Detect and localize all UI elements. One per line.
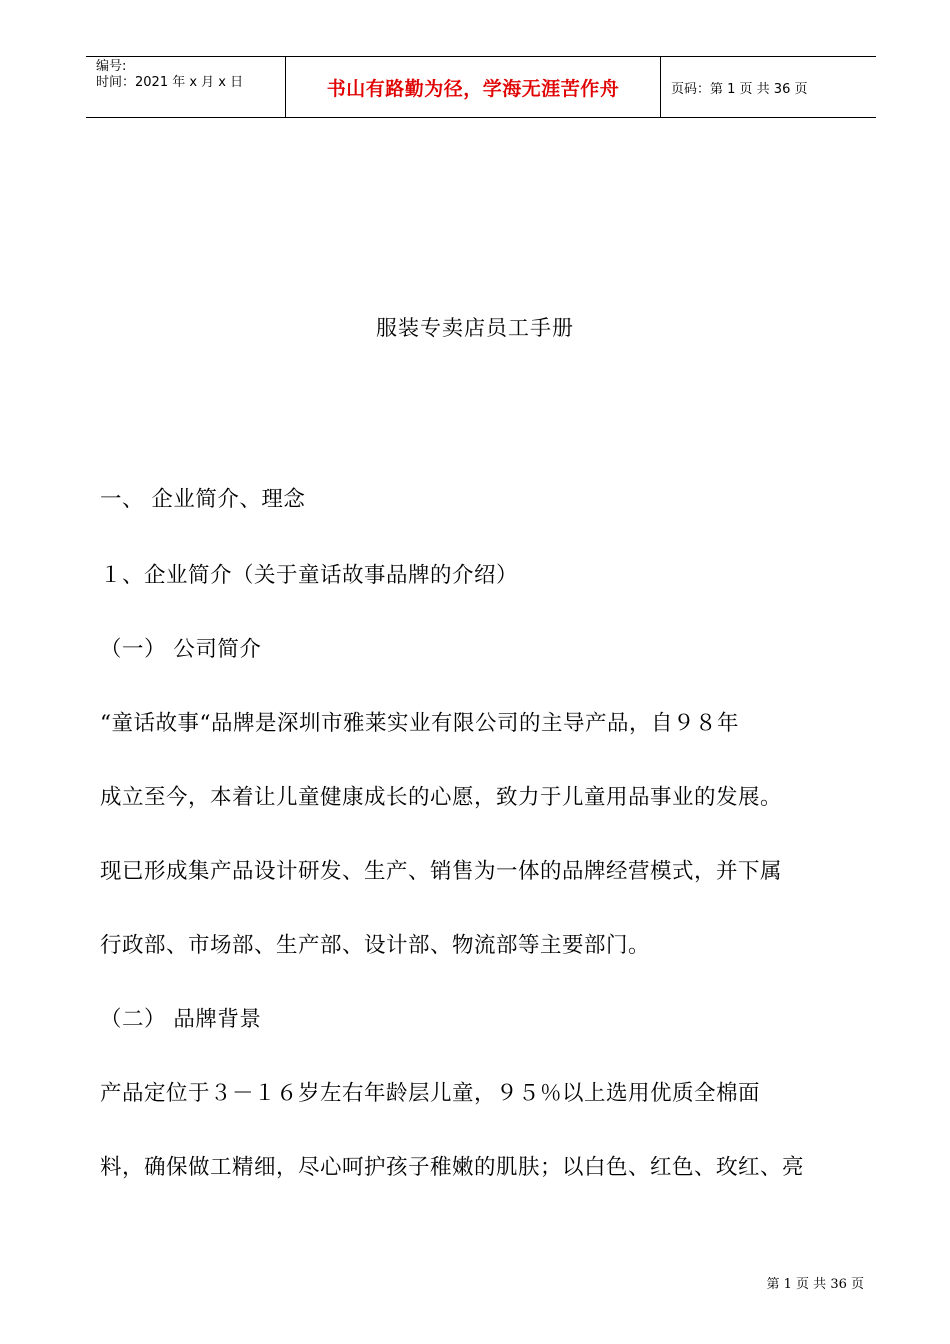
paragraph-line: “童话故事“品牌是深圳市雅莱实业有限公司的主导产品，自９８年 [100, 711, 739, 736]
document-number-label: 编号: [96, 59, 127, 74]
paragraph-line: 产品定位于３－１６岁左右年龄层儿童，９５％以上选用优质全棉面 [100, 1081, 761, 1106]
header-meta [86, 57, 286, 117]
header-page-number: 页码：第 1 页 共 36 页 [671, 81, 808, 97]
section-heading: 一、 企业简介、理念 [100, 487, 306, 512]
paragraph-line: 料，确保做工精细，尽心呵护孩子稚嫩的肌肤；以白色、红色、玫红、亮 [100, 1155, 805, 1180]
page-header [86, 56, 876, 118]
subsection-heading: （二） 品牌背景 [100, 1007, 262, 1032]
paragraph-line: 现已形成集产品设计研发、生产、销售为一体的品牌经营模式，并下属 [100, 859, 783, 884]
subsection-heading: １、企业简介（关于童话故事品牌的介绍） [100, 563, 519, 588]
paragraph-line: 行政部、市场部、生产部、设计部、物流部等主要部门。 [100, 933, 651, 958]
document-time-label: 时间：2021 年 x 月 x 日 [96, 75, 244, 90]
header-motto: 书山有路勤为径，学海无涯苦作舟 [286, 57, 661, 117]
paragraph-line: 成立至今，本着让儿童健康成长的心愿，致力于儿童用品事业的发展。 [100, 785, 783, 810]
subsection-heading: （一） 公司简介 [100, 637, 262, 662]
document-title: 服装专卖店员工手册 [376, 316, 574, 340]
page-footer: 第 1 页 共 36 页 [766, 1277, 864, 1292]
